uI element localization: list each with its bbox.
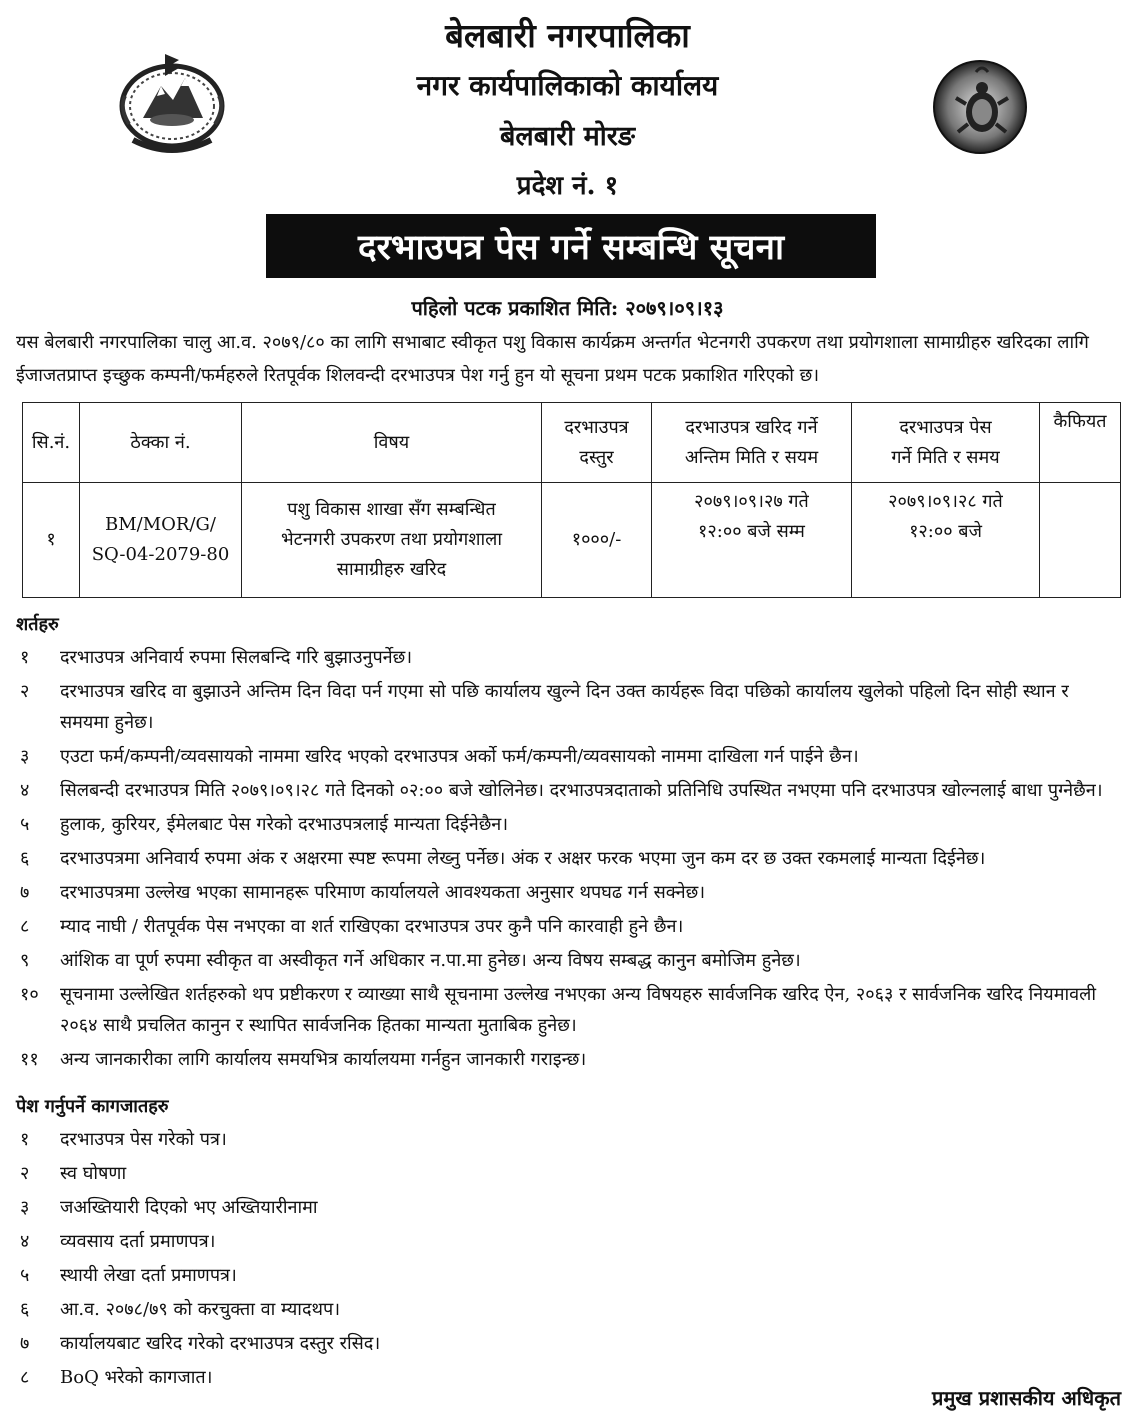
- list-item-text: हुलाक, कुरियर, ईमेलबाट पेस गरेको दरभाउपत्रलाई मान्यता दिईनेछैन।: [60, 814, 509, 835]
- list-item-number: १०: [20, 984, 39, 1005]
- notice-title: दरभाउपत्र पेस गर्ने सम्बन्धि सूचना: [357, 226, 785, 268]
- list-item-text: दरभाउपत्र अनिवार्य रुपमा सिलबन्दि गरि बुझाउनुपर्नेछ।: [60, 647, 413, 668]
- header-sn: सि.नं.: [23, 403, 80, 483]
- list-item-text: जअख्तियारी दिएको भए अख्तियारीनामा: [60, 1197, 318, 1218]
- list-item: [0, 911, 1135, 942]
- list-item-text: BoQ भरेको कागजात।: [60, 1367, 213, 1388]
- cell-purchase-deadline: २०७९।०९।२७ गते १२:०० बजे सम्म: [652, 483, 852, 598]
- documents-title: पेश गर्नुपर्ने कागजातहरु: [16, 1096, 169, 1117]
- list-item-number: ५: [20, 814, 30, 835]
- list-item-text: व्यवसाय दर्ता प्रमाणपत्र।: [60, 1231, 216, 1252]
- list-item: [0, 979, 1135, 1041]
- list-item: [0, 676, 1135, 738]
- list-item: [0, 1328, 1135, 1359]
- table-header-row: [23, 403, 1121, 483]
- list-item: [0, 1260, 1135, 1291]
- list-item-number: २: [20, 681, 30, 702]
- list-item-text: दरभाउपत्रमा उल्लेख भएका सामानहरू परिमाण कार्यालयले आवश्यकता अनुसार थपघढ गर्न सक्नेछ।: [60, 882, 706, 903]
- list-item-number: ८: [20, 916, 30, 937]
- list-item: [0, 843, 1135, 874]
- list-item-number: ४: [20, 780, 30, 801]
- cell-contract-no: BM/MOR/G/ SQ-04-2079-80: [80, 483, 242, 598]
- list-item-number: १: [20, 1129, 30, 1150]
- table-row: [23, 483, 1121, 598]
- list-item-number: ६: [20, 1299, 30, 1320]
- header-purchase-deadline: दरभाउपत्र खरिद गर्ने अन्तिम मिति र सयम: [652, 403, 852, 483]
- published-date: पहिलो पटक प्रकाशित मिति: २०७९।०९।१३: [411, 296, 724, 320]
- list-item: [0, 809, 1135, 840]
- province-label: प्रदेश नं. १: [516, 171, 619, 201]
- list-item-number: ३: [20, 1197, 30, 1218]
- cell-fee: १०००/-: [542, 483, 652, 598]
- list-item-text: स्थायी लेखा दर्ता प्रमाणपत्र।: [60, 1265, 237, 1286]
- signatory: प्रमुख प्रशासकीय अधिकृत: [932, 1386, 1121, 1410]
- list-item-number: २: [20, 1163, 30, 1184]
- list-item: [0, 775, 1135, 806]
- list-item: [0, 642, 1135, 673]
- list-item-text: दरभाउपत्र खरिद वा बुझाउने अन्तिम दिन विदा पर्न गएमा सो पछि कार्यालय खुल्ने दिन उक्त कार्यहरू विदा पछिको कार्यालय खुलेको पहिलो दिन सोही स्थान र समयमा हुनेछ।: [60, 681, 1069, 733]
- list-item-text: कार्यालयबाट खरिद गरेको दरभाउपत्र दस्तुर रसिद।: [60, 1333, 381, 1354]
- municipality-name: बेलबारी नगरपालिका: [445, 16, 690, 55]
- list-item-number: ४: [20, 1231, 30, 1252]
- office-name: नगर कार्यपालिकाको कार्यालय: [416, 69, 719, 102]
- list-item: [0, 1124, 1135, 1155]
- list-item-number: ५: [20, 1265, 30, 1286]
- conditions-title: शर्तहरु: [16, 614, 59, 635]
- header-contract-no: ठेक्का नं.: [80, 403, 242, 483]
- cell-submit-deadline: २०७९।०९।२८ गते १२:०० बजे: [852, 483, 1040, 598]
- list-item-number: ३: [20, 746, 30, 767]
- list-item-text: आ.व. २०७८/७९ को करचुक्ता वा म्यादथप।: [60, 1299, 341, 1320]
- list-item-text: एउटा फर्म/कम्पनी/व्यवसायको नाममा खरिद भएको दरभाउपत्र अर्को फर्म/कम्पनी/व्यवसायको नाममा दाखिला गर्न पाईने छैन।: [60, 746, 859, 767]
- notice-title-banner: [266, 214, 876, 278]
- list-item: [0, 1158, 1135, 1189]
- tender-table: [22, 402, 1121, 598]
- list-item-text: दरभाउपत्र पेस गरेको पत्र।: [60, 1129, 227, 1150]
- list-item: [0, 877, 1135, 908]
- list-item-text: म्याद नाघी / रीतपूर्वक पेस नभएका वा शर्त राखिएका दरभाउपत्र उपर कुनै पनि कारवाही हुने छैन।: [60, 916, 684, 937]
- list-item-text: सिलबन्दी दरभाउपत्र मिति २०७९।०९।२८ गते दिनको ०२:०० बजे खोलिनेछ। दरभाउपत्रदाताको प्रतिनिधि उपस्थित नभएमा पनि दरभाउपत्र खोल्नलाई बाधा पुग्नेछैन।: [60, 780, 1103, 801]
- list-item-text: आंशिक वा पूर्ण रुपमा स्वीकृत वा अस्वीकृत गर्ने अधिकार न.पा.मा हुनेछ। अन्य विषय सम्बद्ध कानुन बमोजिम हुनेछ।: [60, 950, 801, 971]
- list-item: [0, 1226, 1135, 1257]
- list-item-text: दरभाउपत्रमा अनिवार्य रुपमा अंक र अक्षरमा स्पष्ट रूपमा लेख्नु पर्नेछ। अंक र अक्षर फरक भएमा जुन कम दर छ उक्त रकमलाई मान्यता दिईनेछ।: [60, 848, 986, 869]
- list-item-number: ७: [20, 882, 30, 903]
- list-item: [0, 1044, 1135, 1075]
- intro-paragraph: यस बेलबारी नगरपालिका चालु आ.व. २०७९/८० का लागि सभाबाट स्वीकृत पशु विकास कार्यक्रम अन्तर्गत भेटनगरी उपकरण तथा प्रयोगशाला सामाग्रीहरु खरिदका लागि ईजाजतप्राप्त इच्छुक कम्पनी/फर्महरुले रितपूर्वक शिलवन्दी दरभाउपत्र पेश गर्नु हुन यो सूचना प्रथम पटक प्रकाशित गरिएको छ।: [16, 332, 1089, 386]
- list-item-number: ९: [20, 950, 30, 971]
- list-item-number: ८: [20, 1367, 30, 1388]
- list-item: [0, 945, 1135, 976]
- list-item-number: ११: [20, 1049, 39, 1070]
- header-submit-deadline: दरभाउपत्र पेस गर्ने मिति र समय: [852, 403, 1040, 483]
- list-item-text: अन्य जानकारीका लागि कार्यालय समयभित्र कार्यालयमा गर्नहुन जानकारी गराइन्छ।: [60, 1049, 587, 1070]
- list-item-number: १: [20, 647, 30, 668]
- list-item: [0, 741, 1135, 772]
- list-item-number: ७: [20, 1333, 30, 1354]
- header-subject: विषय: [242, 403, 542, 483]
- conditions-list: [0, 642, 1135, 1078]
- office-location: बेलबारी मोरङ: [500, 121, 635, 152]
- documents-list: [0, 1124, 1135, 1396]
- header-remarks: कैफियत: [1040, 403, 1121, 483]
- header-fee: दरभाउपत्र दस्तुर: [542, 403, 652, 483]
- cell-sn: १: [23, 483, 80, 598]
- list-item-text: स्व घोषणा: [60, 1163, 127, 1184]
- list-item-number: ६: [20, 848, 30, 869]
- list-item: [0, 1294, 1135, 1325]
- list-item: [0, 1192, 1135, 1223]
- cell-subject: पशु विकास शाखा सँग सम्बन्धित भेटनगरी उपकरण तथा प्रयोगशाला सामाग्रीहरु खरिद: [242, 483, 542, 598]
- list-item-text: सूचनामा उल्लेखित शर्तहरुको थप प्रष्टीकरण र व्याख्या साथै सूचनामा उल्लेख नभएका अन्य विषयहरु सार्वजनिक खरिद ऐन, २०६३ र सार्वजनिक खरिद नियमावली २०६४ साथै प्रचलित कानुन र स्थापित सार्वजनिक हितका मान्यता मुताबिक हुनेछ।: [60, 984, 1096, 1036]
- cell-remarks: [1040, 483, 1121, 598]
